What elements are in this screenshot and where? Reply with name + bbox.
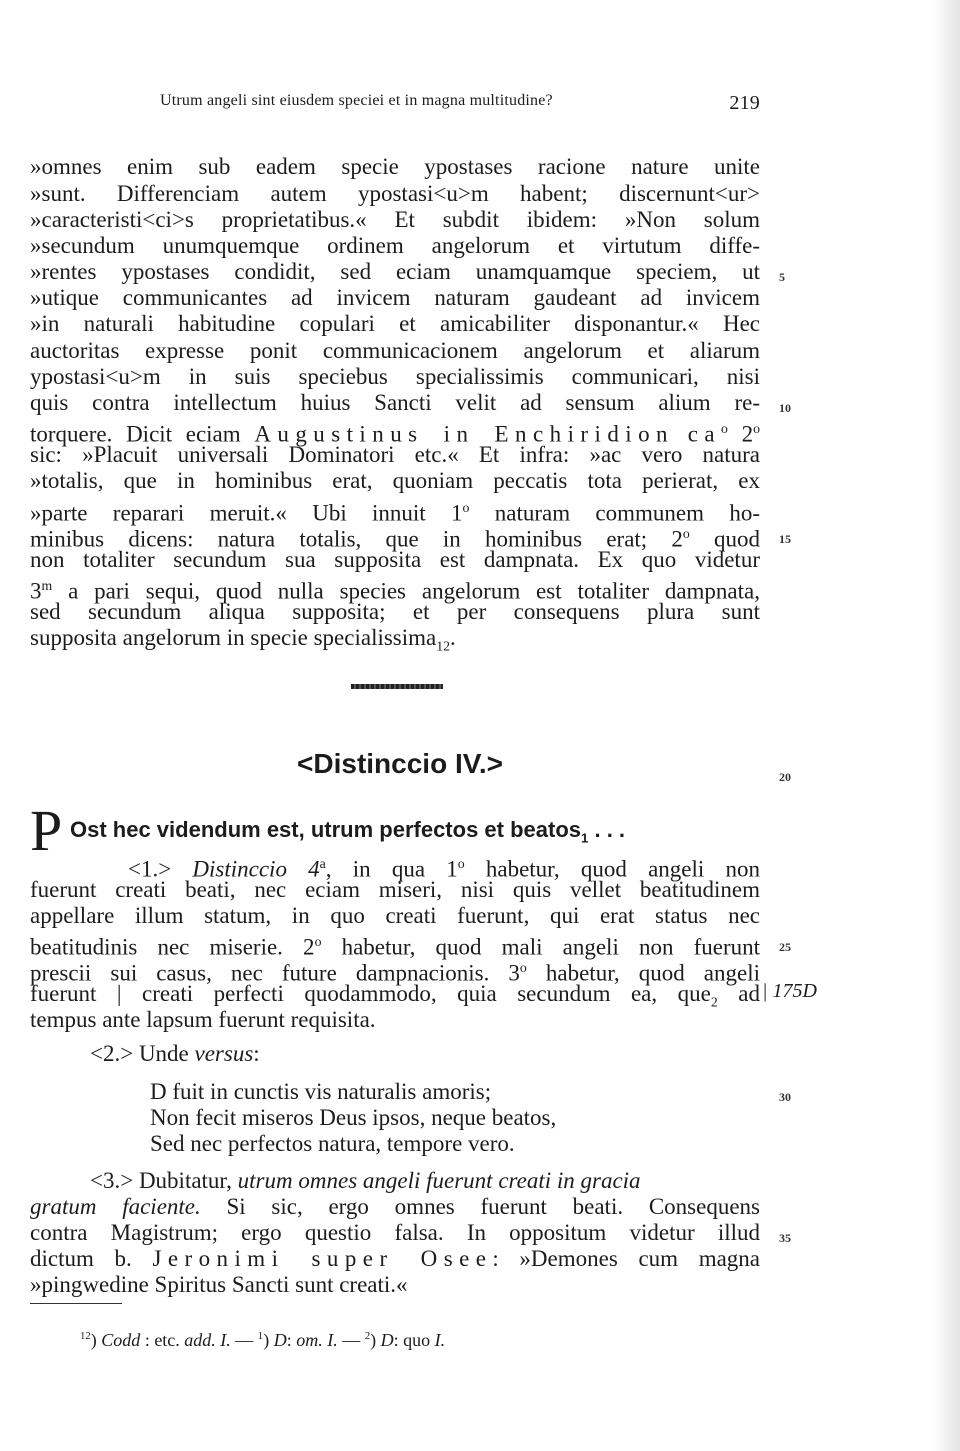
superscript: o xyxy=(314,934,322,949)
text-fragment: ad xyxy=(717,981,761,1006)
text-fragment: : quo xyxy=(393,1330,435,1350)
text-fragment: beatitudinis nec miserie. 2 xyxy=(30,934,315,960)
superscript: o xyxy=(457,856,465,871)
text-line: »omnes enim sub eadem specie ypostases racione nature unite xyxy=(30,154,760,179)
italic-text: Distinccio 4 xyxy=(192,856,320,882)
drop-cap: P xyxy=(30,798,63,863)
line-number: 35 xyxy=(779,1231,791,1245)
text-fragment: fuerunt | creati perfecti quodammodo, quia secundum ea, que xyxy=(30,981,711,1006)
text-fragment: prescii sui casus, nec future dampnacionis. 3 xyxy=(30,960,520,986)
text-line: quis contra intellectum huius Sancti velit ad sensum alium re- xyxy=(30,390,760,415)
section-first-line xyxy=(70,816,760,844)
text-line xyxy=(30,1245,760,1273)
text-fragment: Si sic, ergo omnes fuerunt beati. Consequens xyxy=(200,1194,760,1219)
text-line: tempus ante lapsum fuerunt requisita. xyxy=(30,1007,376,1032)
text-fragment: naturam communem ho- xyxy=(469,500,761,526)
text-fragment: a pari sequi, quod nulla species angelorum est totaliter dampnata, xyxy=(52,578,760,604)
text-fragment: ) xyxy=(370,1330,381,1350)
text-fragment: : etc. xyxy=(140,1330,185,1350)
text-line: »totalis, que in hominibus erat, quoniam peccatis tota perierat, ex xyxy=(30,468,760,493)
margin-folio-reference: | 175D xyxy=(762,980,817,1002)
superscript: o xyxy=(753,421,760,436)
footnotes xyxy=(80,1330,760,1356)
text-line: »utique communicantes ad invicem naturam gaudeant ad invicem xyxy=(30,285,760,310)
superscript: m xyxy=(41,578,53,593)
italic-text: gratum faciente. xyxy=(30,1194,201,1219)
running-head-title: Utrum angeli sint eiusdem speciei et in magna multitudine? xyxy=(160,92,553,109)
text-line xyxy=(30,1193,760,1221)
text-fragment: Ost hec videndum est, utrum perfectos et beatos xyxy=(70,817,582,842)
verse-line: Non fecit miseros Deus ipsos, neque beatos, xyxy=(150,1105,557,1130)
text-line: appellare illum statum, in quo creati fuerunt, qui erat status nec xyxy=(30,903,760,928)
subscript: 2 xyxy=(710,994,718,1010)
text-fragment: — xyxy=(337,1330,365,1350)
scan-edge-shadow xyxy=(934,0,960,1451)
text-line xyxy=(90,1167,760,1195)
section-heading: <Distinccio IV.> xyxy=(297,748,503,779)
text-line xyxy=(30,572,760,604)
text-fragment: dictum b. xyxy=(30,1246,153,1271)
text-fragment: supposita angelorum in specie specialissima xyxy=(30,625,437,650)
text-fragment: habetur, quod mali angeli non fuerunt xyxy=(321,934,760,960)
text-line xyxy=(30,494,761,526)
italic-text: D xyxy=(380,1330,394,1350)
text-line: »rentes ypostases condidit, sed eciam unamquamque speciem, ut xyxy=(30,259,760,284)
text-fragment: . . . xyxy=(588,817,626,842)
subscript: 12 xyxy=(436,638,451,654)
text-line: »pingwedine Spiritus Sancti sunt creati.« xyxy=(30,1272,408,1297)
superscript: o xyxy=(721,421,728,436)
superscript: a xyxy=(319,856,326,871)
text-line: ypostasi<u>m in suis speciebus specialissimis communicari, nisi xyxy=(30,364,760,389)
italic-text: Codd xyxy=(101,1330,141,1350)
line-number: 20 xyxy=(779,770,791,784)
text-line xyxy=(30,928,760,960)
footnote-mark: 1 xyxy=(257,1330,264,1342)
italic-text: om. I. xyxy=(296,1330,338,1350)
spaced-text: Jeronimi super Osee xyxy=(152,1246,493,1271)
text-line xyxy=(30,415,760,447)
text-line: sic: »Placuit universali Dominatori etc.« Et infra: »ac vero natura xyxy=(30,442,760,467)
italic-text: utrum omnes angeli fuerunt creati in gracia xyxy=(237,1168,641,1193)
text-fragment: : »Demones cum magna xyxy=(492,1246,760,1271)
text-line xyxy=(30,980,760,1008)
text-fragment: 2 xyxy=(741,421,754,447)
verse-line: D fuit in cunctis vis naturalis amoris; xyxy=(150,1079,492,1104)
text-line xyxy=(30,954,761,986)
page-number: 219 xyxy=(729,92,760,114)
text-fragment: quod xyxy=(689,526,761,552)
italic-text: versus xyxy=(194,1041,254,1066)
text-line: »in naturali habitudine copulari et amicabiliter disponantur.« Hec xyxy=(30,311,760,336)
text-fragment: »parte reparari meruit.« Ubi innuit 1 xyxy=(30,500,463,526)
footnote-rule xyxy=(30,1303,122,1304)
line-number: 5 xyxy=(779,270,785,284)
text-line: non totaliter secundum sua supposita est dampnata. Ex quo videtur xyxy=(30,547,760,572)
superscript: o xyxy=(462,500,470,515)
running-head xyxy=(160,92,760,116)
text-fragment: habetur, quod angeli non xyxy=(464,856,760,882)
spaced-text: ca xyxy=(687,421,721,447)
subscript: 1 xyxy=(581,830,589,846)
text-line: auctoritas expresse ponit communicacionem angelorum et aliarum xyxy=(30,338,760,363)
text-fragment: habetur, quod angeli xyxy=(526,960,761,986)
text-line xyxy=(30,520,761,552)
text-fragment: <3.> Dubitatur, xyxy=(90,1168,238,1193)
text-fragment: : xyxy=(286,1330,297,1350)
italic-text: I. xyxy=(434,1330,446,1350)
footnote-mark: 2 xyxy=(364,1330,371,1342)
text-line: contra Magistrum; ergo questio falsa. In oppositum videtur illud xyxy=(30,1220,760,1245)
text-fragment: — xyxy=(230,1330,258,1350)
superscript: o xyxy=(682,526,690,541)
text-line: fuerunt creati beati, nec eciam miseri, nisi quis vellet beatitudinem xyxy=(30,877,760,902)
text-fragment: 3 xyxy=(30,578,42,604)
text-fragment: . xyxy=(450,625,456,650)
text-line: »caracteristi<ci>s proprietatibus.« Et subdit ibidem: »Non solum xyxy=(30,207,760,232)
text-fragment: , in qua 1 xyxy=(325,856,458,882)
superscript: o xyxy=(519,960,527,975)
text-fragment: ) xyxy=(90,1330,102,1350)
section-ornament xyxy=(351,684,443,689)
spaced-text: Augustinus in Enchiridion xyxy=(254,421,674,447)
text-fragment: minibus dicens: natura totalis, que in hominibus erat; 2 xyxy=(30,526,683,552)
verse-line: Sed nec perfectos natura, tempore vero. xyxy=(150,1131,515,1156)
line-number: 25 xyxy=(779,940,791,954)
text-fragment: ) xyxy=(263,1330,274,1350)
text-line: »secundum unumquemque ordinem angelorum et virtutum diffe- xyxy=(30,233,760,258)
italic-text: add. I. xyxy=(184,1330,231,1350)
text-fragment: : xyxy=(253,1041,260,1066)
line-number: 10 xyxy=(779,401,791,415)
line-number: 30 xyxy=(779,1090,791,1104)
text-line: sed secundum aliqua supposita; et per consequens plura sunt xyxy=(30,599,760,624)
text-line: »sunt. Differenciam autem ypostasi<u>m habent; discernunt<ur> xyxy=(30,181,760,206)
text-line xyxy=(30,624,760,652)
text-fragment: <1.> xyxy=(128,856,193,882)
text-fragment: torquere. Dicit eciam xyxy=(30,421,241,447)
text-fragment: <2.> Unde xyxy=(90,1041,195,1066)
line-number: 15 xyxy=(779,532,791,546)
text-line xyxy=(128,850,760,882)
italic-text: D xyxy=(273,1330,287,1350)
text-line xyxy=(90,1040,760,1068)
footnote-mark: 12 xyxy=(80,1330,91,1342)
